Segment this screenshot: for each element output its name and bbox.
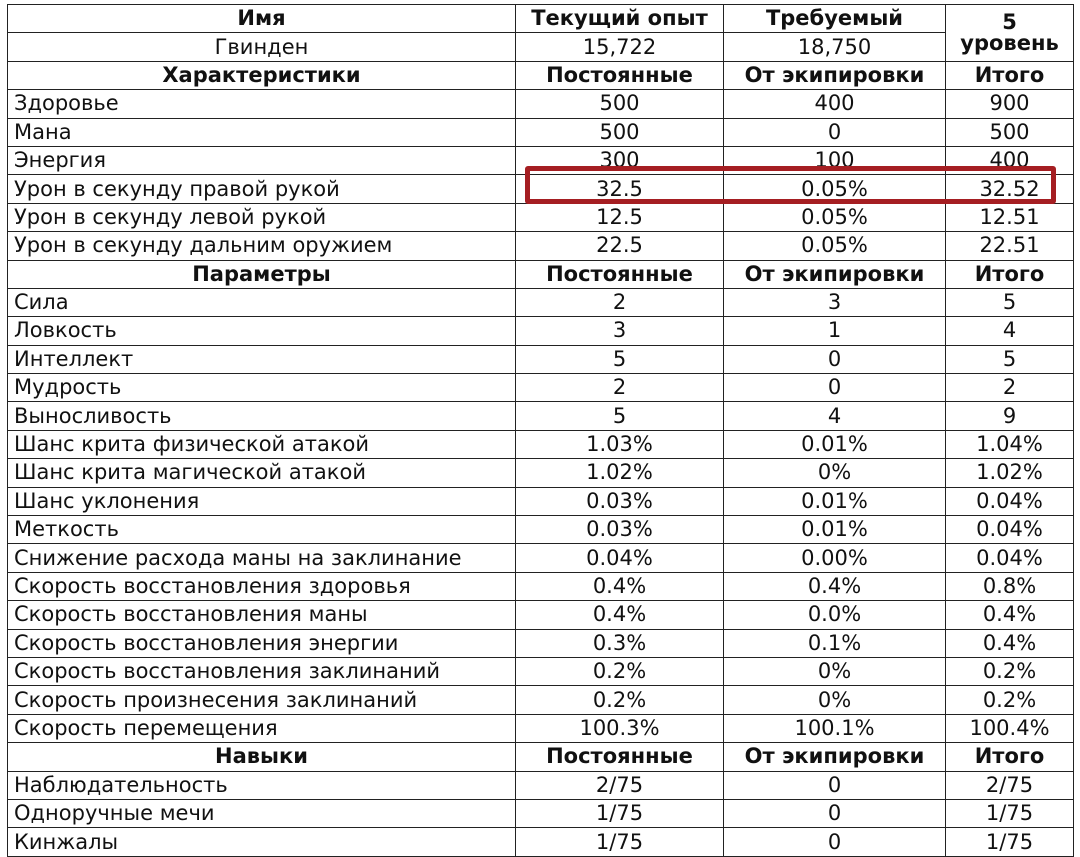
stat-permanent: 22.5: [516, 232, 724, 260]
stat-name: Интеллект: [8, 345, 516, 373]
stat-total: 0.4%: [946, 629, 1074, 657]
character-name: Гвинден: [8, 33, 516, 61]
stat-permanent: 2: [516, 374, 724, 402]
stat-permanent: 5: [516, 345, 724, 373]
stat-total: 1.04%: [946, 430, 1074, 458]
stat-permanent: 0.4%: [516, 601, 724, 629]
stat-total: 0.2%: [946, 686, 1074, 714]
section-title: Навыки: [8, 743, 516, 771]
current-xp-value: 15,722: [516, 33, 724, 61]
stat-row: [8, 430, 1074, 458]
stat-equipment: 3: [724, 288, 946, 316]
stat-total: 0.2%: [946, 657, 1074, 685]
stat-permanent: 0.03%: [516, 487, 724, 515]
stat-total: 1/75: [946, 799, 1074, 827]
stat-equipment: 0.05%: [724, 203, 946, 231]
column-equipment: От экипировки: [724, 743, 946, 771]
stat-equipment: 0.05%: [724, 232, 946, 260]
stat-equipment: 0: [724, 345, 946, 373]
stat-total: 1/75: [946, 828, 1074, 856]
stat-row: [8, 118, 1074, 146]
stat-permanent: 12.5: [516, 203, 724, 231]
table-header-row: [8, 5, 1074, 33]
section-header-row: [8, 61, 1074, 89]
stat-name: Сила: [8, 288, 516, 316]
stat-permanent: 100.3%: [516, 714, 724, 742]
header-name: Имя: [8, 5, 516, 33]
stat-total: 22.51: [946, 232, 1074, 260]
header-required-xp: Требуемый: [724, 5, 946, 33]
stat-name: Скорость восстановления маны: [8, 601, 516, 629]
stat-permanent: 500: [516, 118, 724, 146]
stat-permanent: 5: [516, 402, 724, 430]
stat-name: Здоровье: [8, 90, 516, 118]
section-header-row: [8, 260, 1074, 288]
stat-name: Скорость перемещения: [8, 714, 516, 742]
stat-equipment: 0.4%: [724, 572, 946, 600]
stat-row: [8, 288, 1074, 316]
stat-equipment: 0.1%: [724, 629, 946, 657]
stat-equipment: 4: [724, 402, 946, 430]
stat-name: Меткость: [8, 516, 516, 544]
stat-name: Скорость восстановления здоровья: [8, 572, 516, 600]
stat-permanent: 2: [516, 288, 724, 316]
stat-permanent: 1/75: [516, 799, 724, 827]
stat-equipment: 1: [724, 317, 946, 345]
stat-row: [8, 317, 1074, 345]
stat-permanent: 0.4%: [516, 572, 724, 600]
stat-equipment: 0: [724, 118, 946, 146]
stat-row: [8, 232, 1074, 260]
stat-permanent: 500: [516, 90, 724, 118]
stat-equipment: 100: [724, 146, 946, 174]
stat-row: [8, 572, 1074, 600]
stat-name: Шанс крита магической атакой: [8, 459, 516, 487]
stat-equipment: 0.00%: [724, 544, 946, 572]
stat-equipment: 0: [724, 771, 946, 799]
stat-name: Мудрость: [8, 374, 516, 402]
stat-permanent: 1.02%: [516, 459, 724, 487]
stat-equipment: 0.01%: [724, 487, 946, 515]
stat-equipment: 0.01%: [724, 430, 946, 458]
stat-equipment: 100.1%: [724, 714, 946, 742]
stat-row: [8, 175, 1074, 203]
stat-permanent: 0.3%: [516, 629, 724, 657]
stat-name: Снижение расхода маны на заклинание: [8, 544, 516, 572]
stat-total: 400: [946, 146, 1074, 174]
stat-name: Ловкость: [8, 317, 516, 345]
level-cell: [946, 5, 1074, 62]
stat-row: [8, 828, 1074, 856]
column-total: Итого: [946, 743, 1074, 771]
stat-row: [8, 714, 1074, 742]
stat-name: Скорость произнесения заклинаний: [8, 686, 516, 714]
column-total: Итого: [946, 61, 1074, 89]
stat-row: [8, 487, 1074, 515]
stat-row: [8, 374, 1074, 402]
stat-row: [8, 771, 1074, 799]
stat-total: 9: [946, 402, 1074, 430]
stat-name: Выносливость: [8, 402, 516, 430]
stat-row: [8, 459, 1074, 487]
stat-name: Энергия: [8, 146, 516, 174]
section-title: Характеристики: [8, 61, 516, 89]
stat-total: 0.8%: [946, 572, 1074, 600]
stat-row: [8, 402, 1074, 430]
stat-equipment: 400: [724, 90, 946, 118]
column-permanent: Постоянные: [516, 260, 724, 288]
stat-total: 4: [946, 317, 1074, 345]
level-number: 5: [1002, 9, 1017, 34]
stat-name: Скорость восстановления энергии: [8, 629, 516, 657]
stat-row: [8, 146, 1074, 174]
stat-total: 2/75: [946, 771, 1074, 799]
column-permanent: Постоянные: [516, 743, 724, 771]
required-xp-value: 18,750: [724, 33, 946, 61]
section-header-row: [8, 743, 1074, 771]
header-current-xp: Текущий опыт: [516, 5, 724, 33]
stat-total: 5: [946, 345, 1074, 373]
stat-permanent: 300: [516, 146, 724, 174]
stat-name: Одноручные мечи: [8, 799, 516, 827]
stat-name: Кинжалы: [8, 828, 516, 856]
stat-row: [8, 203, 1074, 231]
stat-equipment: 0: [724, 799, 946, 827]
stat-row: [8, 90, 1074, 118]
stat-total: 0.04%: [946, 516, 1074, 544]
stat-equipment: 0.0%: [724, 601, 946, 629]
stat-permanent: 32.5: [516, 175, 724, 203]
column-permanent: Постоянные: [516, 61, 724, 89]
stat-permanent: 3: [516, 317, 724, 345]
stat-total: 0.04%: [946, 544, 1074, 572]
stats-table-body: [8, 5, 1074, 857]
stat-row: [8, 516, 1074, 544]
stat-equipment: 0: [724, 374, 946, 402]
stat-permanent: 0.04%: [516, 544, 724, 572]
stat-permanent: 2/75: [516, 771, 724, 799]
stat-permanent: 1.03%: [516, 430, 724, 458]
stat-total: 2: [946, 374, 1074, 402]
stat-permanent: 0.2%: [516, 686, 724, 714]
stat-row: [8, 544, 1074, 572]
column-total: Итого: [946, 260, 1074, 288]
stat-total: 1.02%: [946, 459, 1074, 487]
stat-equipment: 0: [724, 828, 946, 856]
stat-total: 100.4%: [946, 714, 1074, 742]
section-title: Параметры: [8, 260, 516, 288]
stat-total: 32.52: [946, 175, 1074, 203]
stat-total: 900: [946, 90, 1074, 118]
stat-row: [8, 629, 1074, 657]
stat-equipment: 0%: [724, 459, 946, 487]
stat-total: 0.04%: [946, 487, 1074, 515]
stat-permanent: 0.2%: [516, 657, 724, 685]
stat-equipment: 0%: [724, 657, 946, 685]
stat-name: Урон в секунду дальним оружием: [8, 232, 516, 260]
column-equipment: От экипировки: [724, 61, 946, 89]
stat-name: Шанс крита физической атакой: [8, 430, 516, 458]
stat-permanent: 0.03%: [516, 516, 724, 544]
stat-equipment: 0.05%: [724, 175, 946, 203]
stat-row: [8, 345, 1074, 373]
stat-equipment: 0.01%: [724, 516, 946, 544]
stat-total: 5: [946, 288, 1074, 316]
stat-total: 0.4%: [946, 601, 1074, 629]
level-word: уровень: [960, 30, 1059, 55]
stat-equipment: 0%: [724, 686, 946, 714]
stat-row: [8, 657, 1074, 685]
stat-name: Мана: [8, 118, 516, 146]
stat-name: Скорость восстановления заклинаний: [8, 657, 516, 685]
stat-name: Урон в секунду левой рукой: [8, 203, 516, 231]
stat-permanent: 1/75: [516, 828, 724, 856]
stat-total: 500: [946, 118, 1074, 146]
stat-row: [8, 601, 1074, 629]
stat-name: Шанс уклонения: [8, 487, 516, 515]
character-row: [8, 33, 1074, 61]
stat-name: Урон в секунду правой рукой: [8, 175, 516, 203]
stat-row: [8, 799, 1074, 827]
column-equipment: От экипировки: [724, 260, 946, 288]
character-stats-table: [7, 4, 1074, 857]
stat-row: [8, 686, 1074, 714]
stat-total: 12.51: [946, 203, 1074, 231]
stat-name: Наблюдательность: [8, 771, 516, 799]
